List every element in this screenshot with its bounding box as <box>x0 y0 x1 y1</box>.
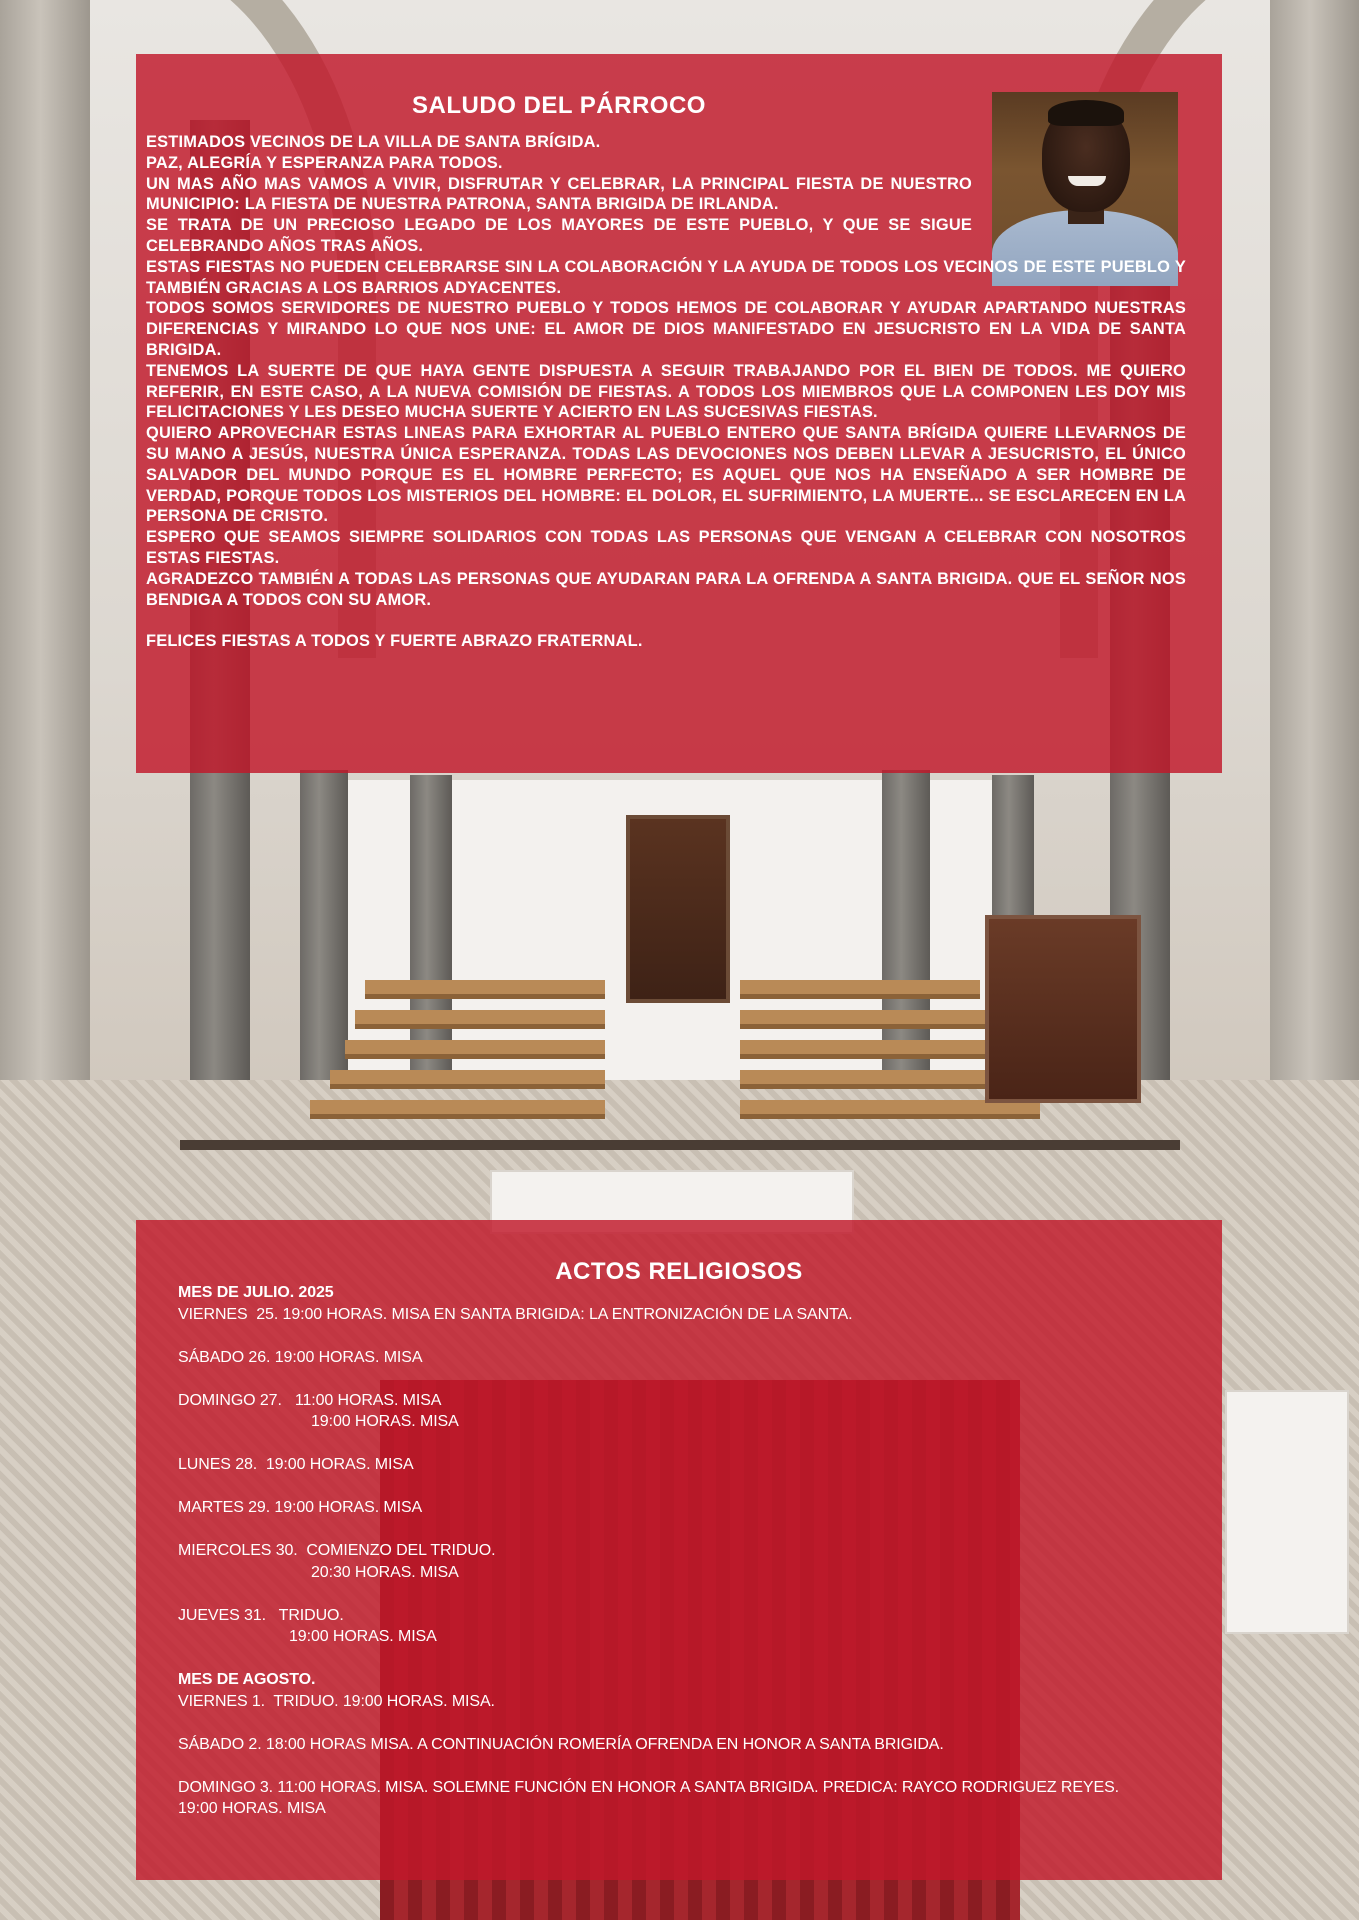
schedule-entry: VIERNES 1. TRIDUO. 19:00 HORAS. MISA. <box>178 1692 495 1710</box>
letter-paragraph: AGRADEZCO TAMBIÉN A TODAS LAS PERSONAS QUE AYUDARAN PARA LA OFRENDA A SANTA BRIGIDA. QUE EL SEÑOR NOS BENDIGA A TODOS CON SU AMOR. <box>146 569 1186 609</box>
schedule-entry: 20:30 HORAS. MISA <box>311 1563 459 1581</box>
greeting-title: SALUDO DEL PÁRROCO <box>412 92 706 120</box>
greeting-panel <box>136 54 1222 773</box>
religious-acts-panel <box>136 1220 1222 1880</box>
letter-paragraph: ESTAS FIESTAS NO PUEDEN CELEBRARSE SIN LA COLABORACIÓN Y LA AYUDA DE TODOS LOS VECINOS DE ESTE PUEBLO Y TAMBIÉN GRACIAS A LOS BARRIOS ADYACENTES. <box>146 257 1186 297</box>
letter-paragraph: TODOS SOMOS SERVIDORES DE NUESTRO PUEBLO Y TODOS HEMOS DE COLABORAR Y AYUDAR APARTANDO NUESTRAS DIFERENCIAS Y MIRANDO LO QUE NOS UNE: EL AMOR DE DIOS MANIFESTADO EN JESUCRISTO EN LA VIDA DE SANTA BRIGIDA. <box>146 299 1186 359</box>
schedule-entry: LUNES 28. 19:00 HORAS. MISA <box>178 1456 414 1473</box>
letter-paragraph: UN MAS AÑO MAS VAMOS A VIVIR, DISFRUTAR Y CELEBRAR, LA PRINCIPAL FIESTA DE NUESTRO MUNICIPIO: LA FIESTA DE NUESTRA PATRONA, SANTA BRIGIDA DE IRLANDA. <box>146 174 972 214</box>
schedule-entry: VIERNES 25. 19:00 HORAS. MISA EN SANTA BRIGIDA: LA ENTRONIZACIÓN DE LA SANTA. <box>178 1305 853 1323</box>
letter-paragraph: PAZ, ALEGRÍA Y ESPERANZA PARA TODOS. <box>146 153 503 172</box>
august-heading: MES DE AGOSTO. <box>178 1671 316 1688</box>
schedule-entry: DOMINGO 27. 11:00 HORAS. MISA <box>178 1391 442 1409</box>
letter-closing: FELICES FIESTAS A TODOS Y FUERTE ABRAZO FRATERNAL. <box>146 632 643 651</box>
schedule <box>178 1282 1188 1820</box>
letter-paragraph: ESTIMADOS VECINOS DE LA VILLA DE SANTA BRÍGIDA. <box>146 133 601 151</box>
schedule-entry: SÁBADO 2. 18:00 HORAS MISA. A CONTINUACIÓN ROMERÍA OFRENDA EN HONOR A SANTA BRIGIDA. <box>178 1735 944 1753</box>
schedule-entry: 19:00 HORAS. MISA <box>289 1628 437 1645</box>
july-heading: MES DE JULIO. 2025 <box>178 1284 334 1301</box>
schedule-entry: 19:00 HORAS. MISA <box>311 1413 459 1430</box>
schedule-entry: SÁBADO 26. 19:00 HORAS. MISA <box>178 1348 423 1366</box>
schedule-entry: MIERCOLES 30. COMIENZO DEL TRIDUO. <box>178 1542 496 1559</box>
letter-paragraph: ESPERO QUE SEAMOS SIEMPRE SOLIDARIOS CON TODAS LAS PERSONAS QUE VENGAN A CELEBRAR CON NOSOTROS ESTAS FIESTAS. <box>146 528 1186 567</box>
schedule-entry: MARTES 29. 19:00 HORAS. MISA <box>178 1499 423 1516</box>
schedule-entry: JUEVES 31. TRIDUO. <box>178 1606 344 1624</box>
schedule-entry: DOMINGO 3. 11:00 HORAS. MISA. SOLEMNE FUNCIÓN EN HONOR A SANTA BRIGIDA. PREDICA: RAYCO RODRIGUEZ REYES. <box>178 1778 1119 1796</box>
religious-acts-title: ACTOS RELIGIOSOS <box>555 1257 803 1285</box>
letter-paragraph: SE TRATA DE UN PRECIOSO LEGADO DE LOS MAYORES DE ESTE PUEBLO, Y QUE SE SIGUE CELEBRANDO AÑOS TRAS AÑOS. <box>146 216 972 255</box>
letter-paragraph: TENEMOS LA SUERTE DE QUE HAYA GENTE DISPUESTA A SEGUIR TRABAJANDO POR EL BIEN DE TODOS. ME QUIERO REFERIR, EN ESTE CASO, A LA NUEVA COMISIÓN DE FIESTAS. A TODOS LOS MIEMBROS QUE LA COMPONEN LES DOY MIS FELICITACIONES Y LES DESEO MUCHA SUERTE Y ACIERTO EN LAS SUCESIVAS FIESTAS. <box>146 361 1186 422</box>
letter-paragraph: QUIERO APROVECHAR ESTAS LINEAS PARA EXHORTAR AL PUEBLO ENTERO QUE SANTA BRÍGIDA QUIERE LLEVARNOS DE SU MANO A JESÚS, NUESTRA ÚNICA ESPERANZA. TODAS LAS DEVOCIONES NOS DEBEN LLEVAR A JESUCRISTO, EL ÚNICO SALVADOR DEL MUNDO PORQUE ES EL HOMBRE PERFECTO; ES AQUEL QUE NOS HA ENSEÑADO A SER HOMBRE DE VERDAD, PORQUE TODOS LOS MISTERIOS DEL HOMBRE: EL DOLOR, EL SUFRIMIENTO, LA MUERTE... SE ESCLARECEN EN LA PERSONA DE CRISTO. <box>146 424 1186 526</box>
schedule-entry: 19:00 HORAS. MISA <box>178 1800 326 1817</box>
greeting-letter <box>146 132 1186 652</box>
